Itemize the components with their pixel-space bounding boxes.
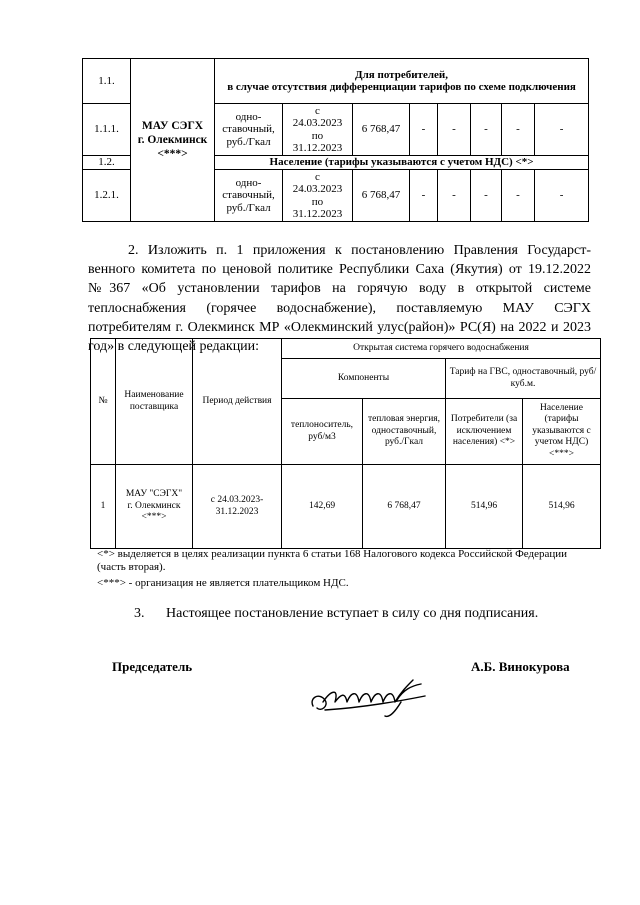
paragraph-3-number: 3.: [134, 606, 145, 621]
dash-cell: -: [535, 170, 589, 222]
paragraph-2: 2. Изложить п. 1 приложения к постановлению Правления Государст-венного комитета по ценовой политике Республики Саха (Якутия) от 19.12.2022 №367 «Об установлении тарифов на горячую воду в открытой системе теплоснабжения (горячее водоснабжение), поставляемую МАУ СЭГХ потребителям г. Олекминск МР «Олекминский улус(район)» РС(Я) на 2022 и 2023 год» в следующей редакции:: [88, 243, 591, 355]
period-cell: с 24.03.2023- 31.12.2023: [193, 465, 282, 549]
dash-cell: -: [471, 170, 502, 222]
row-number: 1.2.1.: [83, 170, 131, 222]
supplier-cell: МАУ "СЭГХ" г. Олекминск <***>: [116, 465, 193, 549]
dash-cell: -: [502, 104, 535, 156]
heat-energy-value: 6 768,47: [363, 465, 446, 549]
row-number: 1.1.: [83, 59, 131, 104]
header-open-system: Открытая система горячего водоснабжения: [282, 339, 601, 359]
dash-cell: -: [438, 104, 471, 156]
tariff-table-2: [90, 338, 601, 549]
period-cell: с 24.03.2023 по 31.12.2023: [283, 104, 353, 156]
footnote-vat: <*> выделяется в целях реализации пункта 6 статьи 168 Налогового кодекса Российской Федерации (часть вторая).: [97, 548, 568, 573]
handwritten-signature: [305, 672, 435, 722]
section-header: Население (тарифы указываются с учетом НДС) <*>: [215, 156, 589, 170]
header-number: №: [91, 339, 116, 465]
heat-carrier-value: 142,69: [282, 465, 363, 549]
tariff-value-cell: 6 768,47: [353, 104, 410, 156]
tariff-type-cell: одно- ставочный, руб./Гкал: [215, 170, 283, 222]
dash-cell: -: [502, 170, 535, 222]
row-number: 1.1.1.: [83, 104, 131, 156]
header-supplier: Наименование поставщика: [116, 339, 193, 465]
period-cell: с 24.03.2023 по 31.12.2023: [283, 170, 353, 222]
header-consumers: Потребители (за исключением населения) <*>: [446, 399, 523, 465]
tariff-value-cell: 6 768,47: [353, 170, 410, 222]
dash-cell: -: [535, 104, 589, 156]
population-value: 514,96: [523, 465, 601, 549]
header-components: Компоненты: [282, 359, 446, 399]
dash-cell: -: [471, 104, 502, 156]
tariff-type-cell: одно- ставочный, руб./Гкал: [215, 104, 283, 156]
supplier-cell: МАУ СЭГХ г. Олекминск <***>: [131, 59, 215, 222]
dash-cell: -: [438, 170, 471, 222]
footnote-no-vat: <***> - организация не является плательщиком НДС.: [97, 577, 349, 589]
header-tariff: Тариф на ГВС, одноставочный, руб/куб.м.: [446, 359, 601, 399]
consumers-value: 514,96: [446, 465, 523, 549]
signatory-name: А.Б. Винокурова: [471, 659, 570, 674]
dash-cell: -: [410, 170, 438, 222]
header-heat-carrier: теплоноситель, руб/м3: [282, 399, 363, 465]
dash-cell: -: [410, 104, 438, 156]
signatory-title: Председатель: [112, 659, 193, 674]
row-number: 1: [91, 465, 116, 549]
tariff-table-1: [82, 58, 589, 222]
header-population: Население (тарифы указываются с учетом НДС) <***>: [523, 399, 601, 465]
row-number: 1.2.: [83, 156, 131, 170]
header-period: Период действия: [193, 339, 282, 465]
section-header: Для потребителей, в случае отсутствия дифференциации тарифов по схеме подключения: [215, 59, 589, 104]
paragraph-3-text: Настоящее постановление вступает в силу со дня подписания.: [166, 606, 539, 621]
header-heat-energy: тепловая энергия, одноставочный, руб./Гкал: [363, 399, 446, 465]
